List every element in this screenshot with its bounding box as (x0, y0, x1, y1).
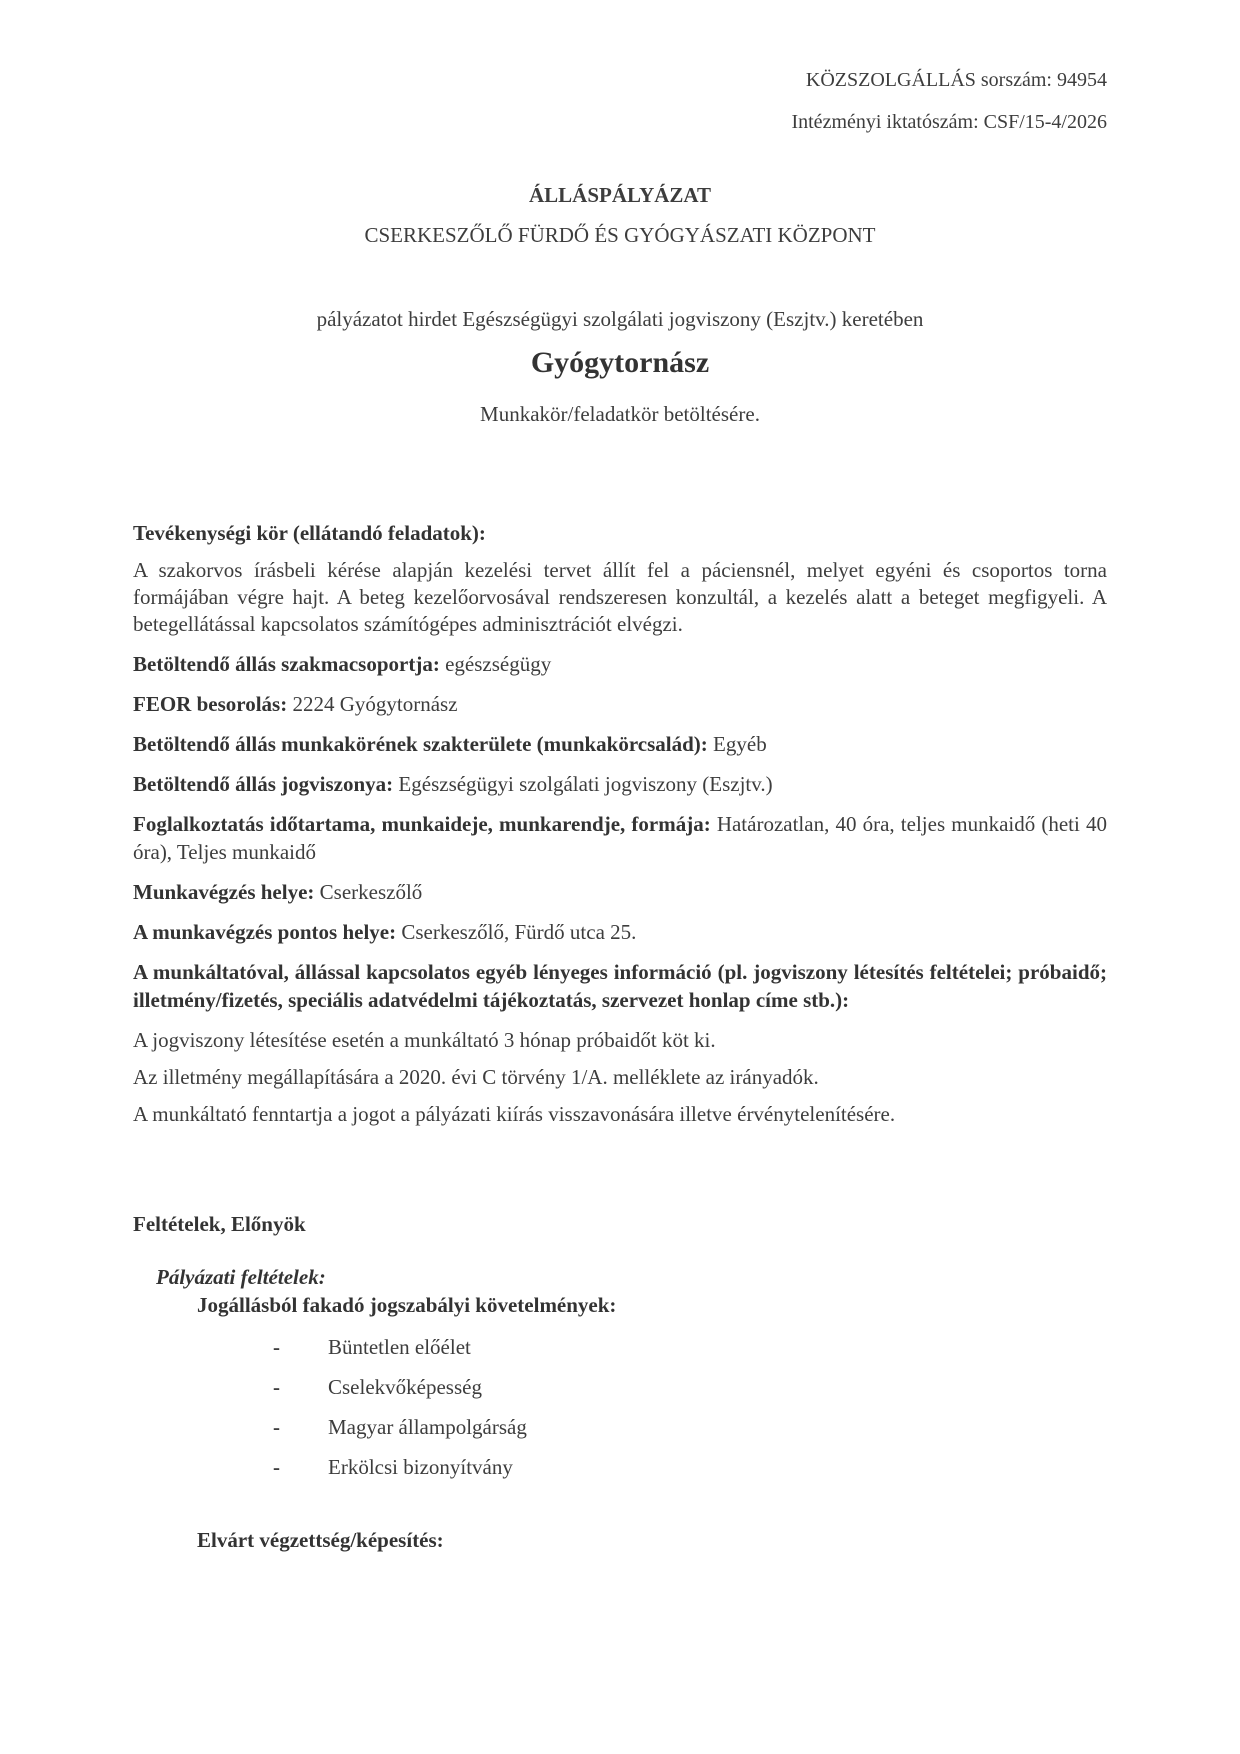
serial-number: KÖZSZOLGÁLLÁS sorszám: 94954 (805, 69, 1107, 91)
other-info-paragraph: Az illetmény megállapítására a 2020. évi C törvény 1/A. melléklete az irányadók. (133, 1065, 819, 1089)
conditions-subheading: Pályázati feltételek: (156, 1265, 326, 1289)
duties-heading: Tevékenységi kör (ellátandó feladatok): (133, 521, 486, 545)
bullet-dash: - (273, 1415, 280, 1439)
bullet-dash: - (273, 1455, 280, 1479)
list-item-text: Magyar állampolgárság (328, 1415, 527, 1439)
bullet-dash: - (273, 1375, 280, 1399)
duties-paragraph: A szakorvos írásbeli kérése alapján kezelési tervet állít fel a páciensnél, melyet egyéni és csoportos torna formájában végre hajt. A beteg kezelőorvosával rendszeresen konzultál, a kezelés alatt a beteget megfigyeli. A betegellátással kapcsolatos számítógépes adminisztrációt elvégzi. (133, 558, 1107, 636)
field-label: Betöltendő állás jogviszonya: (133, 772, 394, 796)
field-value: Cserkeszőlő (314, 880, 423, 904)
field-value: Határozatlan, 40 óra, teljes munkaidő (heti 40 óra), Teljes munkaidő (133, 812, 1107, 864)
qualification-heading: Elvárt végzettség/képesítés: (197, 1528, 444, 1552)
field-exact-address (133, 918, 1107, 946)
field-value: egészségügy (439, 652, 552, 676)
field-legal-relation (133, 770, 1107, 798)
field-work-location (133, 878, 1107, 906)
field-value: Egyéb (707, 732, 767, 756)
list-item-text: Erkölcsi bizonyítvány (328, 1455, 513, 1479)
list-item-text: Büntetlen előélet (328, 1335, 471, 1359)
position-subtitle: Munkakör/feladatkör betöltésére. (480, 402, 760, 426)
field-label: A munkavégzés pontos helye: (133, 920, 397, 944)
field-employment-terms (133, 810, 1107, 866)
field-value: 2224 Gyógytornász (287, 692, 458, 716)
field-value: Cserkeszőlő, Fürdő utca 25. (396, 920, 637, 944)
intro-line: pályázatot hirdet Egészségügyi szolgálati jogviszony (Eszjtv.) keretében (316, 307, 924, 331)
other-info-heading: A munkáltatóval, állással kapcsolatos egyéb lényeges információ (pl. jogviszony létesítés feltételei; próbaidő; illetmény/fizetés, speciális adatvédelmi tájékoztatás, szervezet honlap címe stb.): (133, 960, 1107, 1012)
conditions-heading: Feltételek, Előnyök (133, 1212, 306, 1236)
position-title: Gyógytornász (530, 346, 710, 379)
organization-name: CSERKESZŐLŐ FÜRDŐ ÉS GYÓGYÁSZATI KÖZPONT (364, 223, 876, 247)
other-info-paragraph: A munkáltató fenntartja a jogot a pályázati kiírás visszavonására illetve érvénytelenítésére. (133, 1102, 896, 1126)
field-label: Munkavégzés helye: (133, 880, 315, 904)
registry-number: Intézményi iktatószám: CSF/15-4/2026 (791, 111, 1107, 133)
list-item (273, 1453, 1107, 1481)
field-label: FEOR besorolás: (133, 692, 288, 716)
field-label: Foglalkoztatás időtartama, munkaideje, munkarendje, formája: (133, 812, 711, 836)
field-label: Betöltendő állás munkakörének szakterülete (munkakörcsalád): (133, 732, 708, 756)
field-label: Betöltendő állás szakmacsoportja: (133, 652, 440, 676)
field-specialty (133, 730, 1107, 758)
list-item-text: Cselekvőképesség (328, 1375, 482, 1399)
document-title: ÁLLÁSPÁLYÁZAT (528, 183, 712, 207)
list-item (273, 1413, 1107, 1441)
other-info-paragraph: A jogviszony létesítése esetén a munkáltató 3 hónap próbaidőt köt ki. (133, 1028, 716, 1052)
list-item (273, 1333, 1107, 1361)
bullet-dash: - (273, 1335, 280, 1359)
legal-requirements-heading: Jogállásból fakadó jogszabályi követelmények: (197, 1293, 617, 1317)
field-profession-group (133, 650, 1107, 678)
list-item (273, 1373, 1107, 1401)
field-value: Egészségügyi szolgálati jogviszony (Eszjtv.) (393, 772, 773, 796)
field-feor (133, 690, 1107, 718)
document-header (133, 68, 1107, 134)
